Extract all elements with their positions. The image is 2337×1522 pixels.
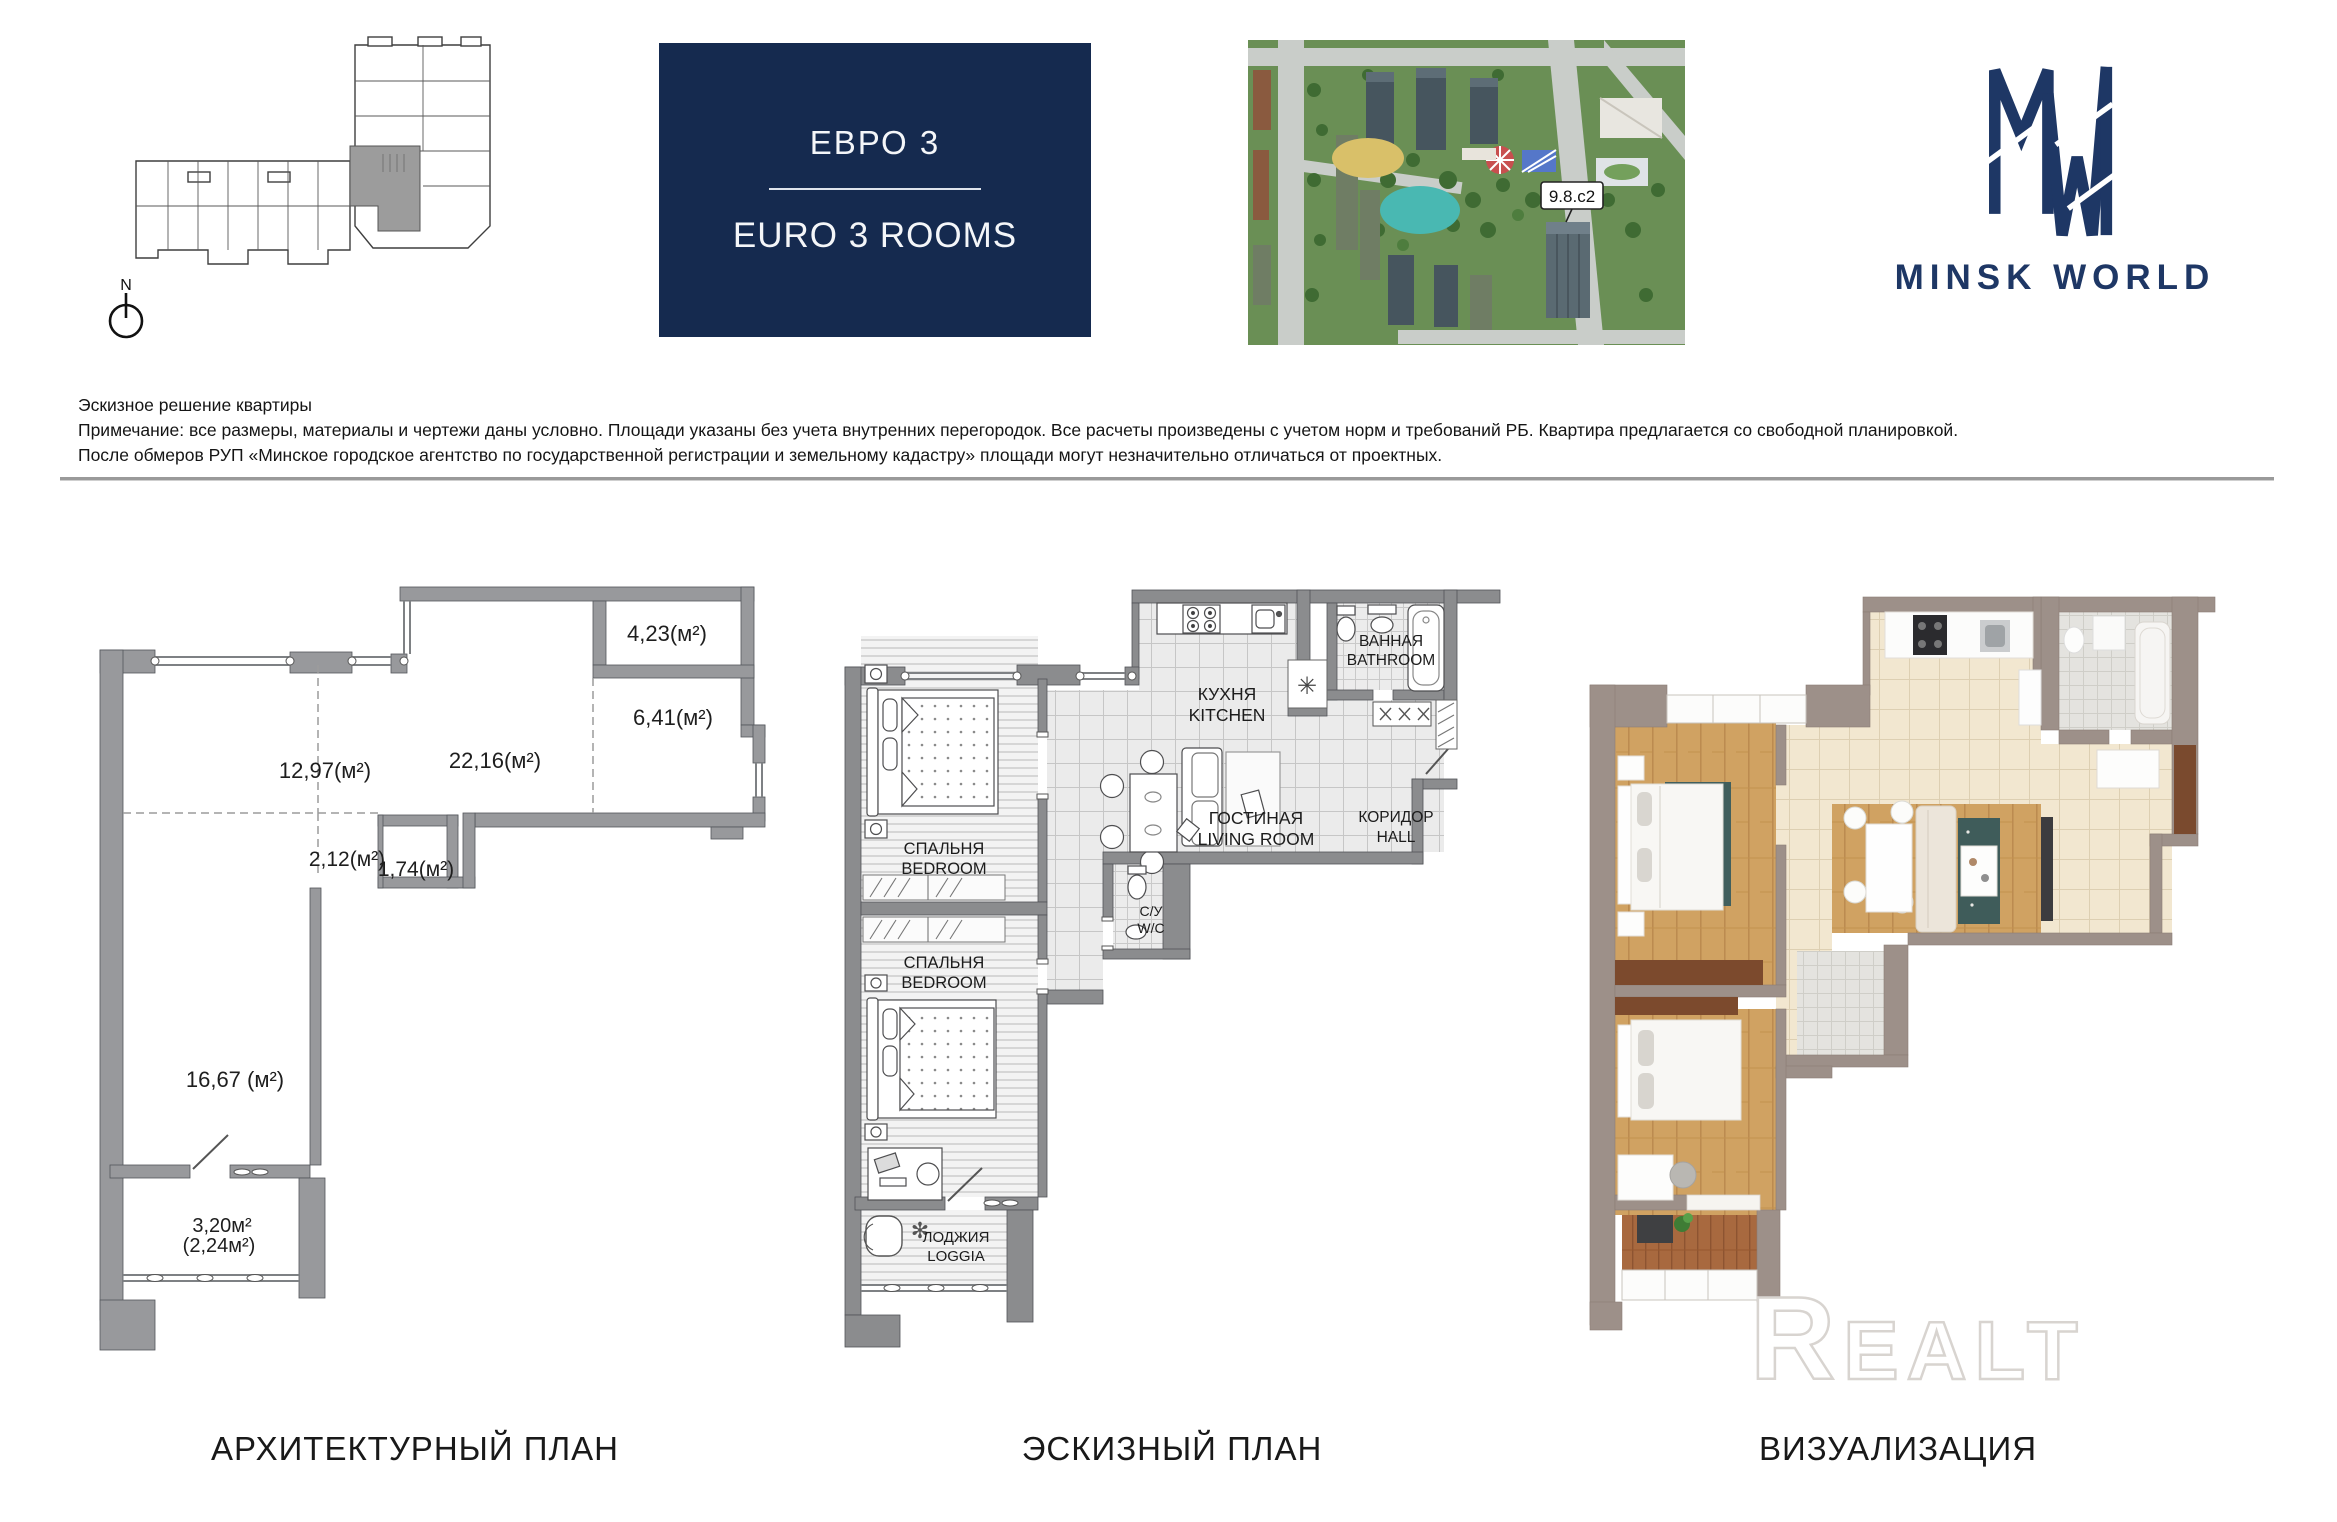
area-label-balcony-top: 4,23(м²): [627, 621, 707, 646]
snowflake-icon: ✳: [1296, 673, 1318, 700]
north-arrow-icon: [100, 276, 152, 346]
minsk-world-monogram-icon: [1975, 58, 2135, 244]
visualization-plan: [1580, 560, 2265, 1360]
plant-icon: ✻: [910, 1218, 930, 1243]
unit-type-ru: ЕВРО 3: [809, 124, 941, 161]
unit-type-en: EURO 3 ROOMS: [732, 216, 1018, 255]
room-label-kitchen-ru: КУХНЯ: [1197, 684, 1257, 704]
area-label-hall: 6,41(м²): [633, 705, 713, 730]
room-label-kitchen-en: KITCHEN: [1188, 705, 1266, 725]
area-label-room1: 12,97(м²): [278, 758, 372, 783]
area-label-room2: 16,67 (м²): [185, 1067, 285, 1092]
room-label-bedroom1-en: BEDROOM: [901, 860, 987, 878]
room-label-living-en: LIVING ROOM: [1197, 829, 1315, 849]
fridge-niche: [1288, 660, 1327, 708]
note-line-2: После обмеров РУП «Минское городское агентство по государственной регистрации и земельному кадастру» площади могут незначительно отличаться от проектных.: [78, 445, 1443, 465]
kitchen-fixtures: [1157, 603, 1287, 634]
building-locator-plan: [128, 26, 500, 276]
room-label-bathroom-ru: ВАННАЯ: [1358, 633, 1424, 650]
area-label-closet2: 1,74(м²): [377, 858, 455, 881]
room-label-bedroom2-en: BEDROOM: [901, 974, 987, 992]
aerial-highlighted-building: [1546, 222, 1590, 318]
room-label-bedroom1-ru: СПАЛЬНЯ: [903, 840, 985, 858]
arch-loggia-door-leaf: [193, 1135, 228, 1169]
area-label-living: 22,16(м²): [448, 748, 542, 773]
viz-loggia-threshold: [1687, 1195, 1760, 1210]
area-label-closet1: 2,12(м²): [308, 848, 386, 871]
room-label-living-ru: ГОСТИНАЯ: [1208, 808, 1304, 828]
room-label-loggia-en: LOGGIA: [927, 1248, 985, 1265]
realt-watermark: Realt: [1750, 1273, 2086, 1405]
header-separator: [60, 477, 2274, 481]
bedroom1-wardrobe: [863, 875, 1005, 900]
sketch-plan: [840, 572, 1525, 1372]
aerial-masterplan-image: [1248, 40, 1685, 345]
caption-visualization: ВИЗУАЛИЗАЦИЯ: [1758, 1430, 2038, 1467]
architectural-plan: [95, 575, 780, 1375]
room-label-bedroom2-ru: СПАЛЬНЯ: [903, 954, 985, 972]
area-label-loggia: 3,20м²: [192, 1215, 252, 1237]
room-label-wc-en: W/C: [1137, 920, 1165, 936]
north-label: N: [120, 277, 132, 294]
caption-sketch-plan: ЭСКИЗНЫЙ ПЛАН: [1021, 1430, 1323, 1467]
bedroom2-wardrobe: [863, 917, 1005, 942]
room-label-bathroom-en: BATHROOM: [1346, 652, 1436, 669]
viz-entry-door: [2174, 745, 2196, 834]
brand-logo: [1880, 58, 2230, 313]
hall-wardrobe-xxx: [1373, 702, 1431, 726]
unit-type-card: [659, 43, 1091, 337]
caption-architectural-plan: АРХИТЕКТУРНЫЙ ПЛАН: [211, 1430, 619, 1467]
disclaimer-note: [78, 393, 2288, 468]
brand-wordmark: MINSK WORLD: [1894, 258, 2216, 297]
room-label-wc-ru: С/У: [1139, 903, 1163, 919]
room-label-hall-en: HALL: [1376, 829, 1416, 846]
entry-wardrobe-hatch: [1436, 700, 1457, 749]
viz-hall-wardrobe: [2097, 750, 2159, 788]
area-label-loggia-reduced: (2,24м²): [182, 1235, 256, 1257]
arch-windows: [123, 601, 762, 1281]
aerial-building-label: 9.8.с2: [1548, 187, 1596, 206]
room-label-loggia-ru: ЛОДЖИЯ: [922, 1229, 990, 1246]
bedroom1-furniture: [865, 665, 998, 838]
note-title: Эскизное решение квартиры: [78, 395, 312, 415]
title-divider: [769, 188, 981, 190]
room-label-hall-ru: КОРИДОР: [1358, 809, 1434, 826]
note-line-1: Примечание: все размеры, материалы и чертежи даны условно. Площади указаны без учета внутренних перегородок. Все расчеты произведены с учетом норм и требований РБ. Квартира предлагается со свободной планировкой.: [78, 420, 1959, 440]
